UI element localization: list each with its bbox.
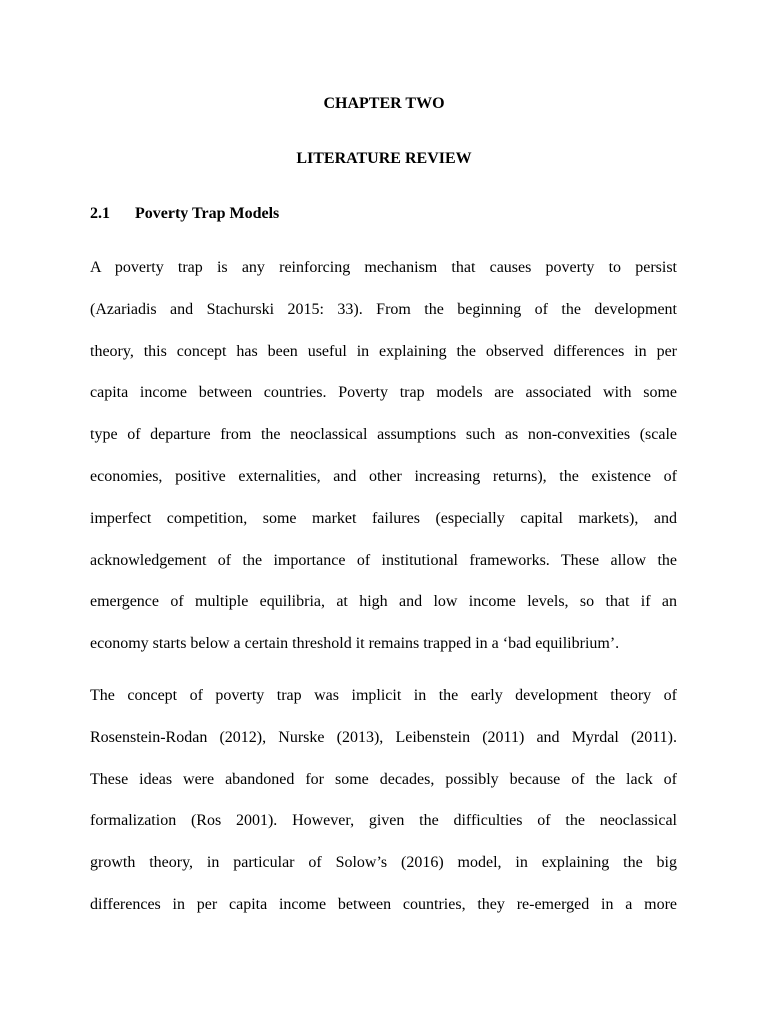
paragraph-line: These ideas were abandoned for some decades, possibly because of the lack of [90, 770, 677, 788]
paragraph-1 [90, 258, 677, 676]
section-title: Poverty Trap Models [135, 205, 280, 222]
section-heading [90, 204, 680, 224]
paragraph-line: imperfect competition, some market failures (especially capital markets), and [90, 509, 677, 527]
paragraph-line: theory, this concept has been useful in explaining the observed differences in per [90, 342, 677, 360]
paragraph-line: A poverty trap is any reinforcing mechanism that causes poverty to persist [90, 259, 677, 276]
chapter-subtitle: LITERATURE REVIEW [296, 150, 472, 167]
paragraph-line: Rosenstein-Rodan (2012), Nurske (2013), Leibenstein (2011) and Myrdal (2011). [90, 728, 677, 746]
paragraph-line: acknowledgement of the importance of institutional frameworks. These allow the [90, 551, 677, 569]
chapter-title: CHAPTER TWO [323, 95, 445, 112]
paragraph-line: emergence of multiple equilibria, at high and low income levels, so that if an [90, 593, 677, 611]
paragraph-line: growth theory, in particular of Solow’s (2016) model, in explaining the big [90, 854, 677, 872]
paragraph-line: differences in per capita income between countries, they re-emerged in a more [90, 895, 677, 913]
paragraph-line: The concept of poverty trap was implicit in the early development theory of [90, 687, 677, 704]
paragraph-line: economies, positive externalities, and other increasing returns), the existence of [90, 467, 677, 485]
paragraph-line: capita income between countries. Poverty trap models are associated with some [90, 384, 677, 402]
paragraph-line: type of departure from the neoclassical assumptions such as non-convexities (scale [90, 426, 677, 444]
paragraph-line: formalization (Ros 2001). However, given the difficulties of the neoclassical [90, 812, 677, 830]
paragraph-2 [90, 686, 677, 937]
section-number: 2.1 [90, 205, 110, 222]
paragraph-line: economy starts below a certain threshold it remains trapped in a ‘bad equilibrium’. [90, 635, 620, 653]
paragraph-line: (Azariadis and Stachurski 2015: 33). From the beginning of the development [90, 300, 677, 318]
